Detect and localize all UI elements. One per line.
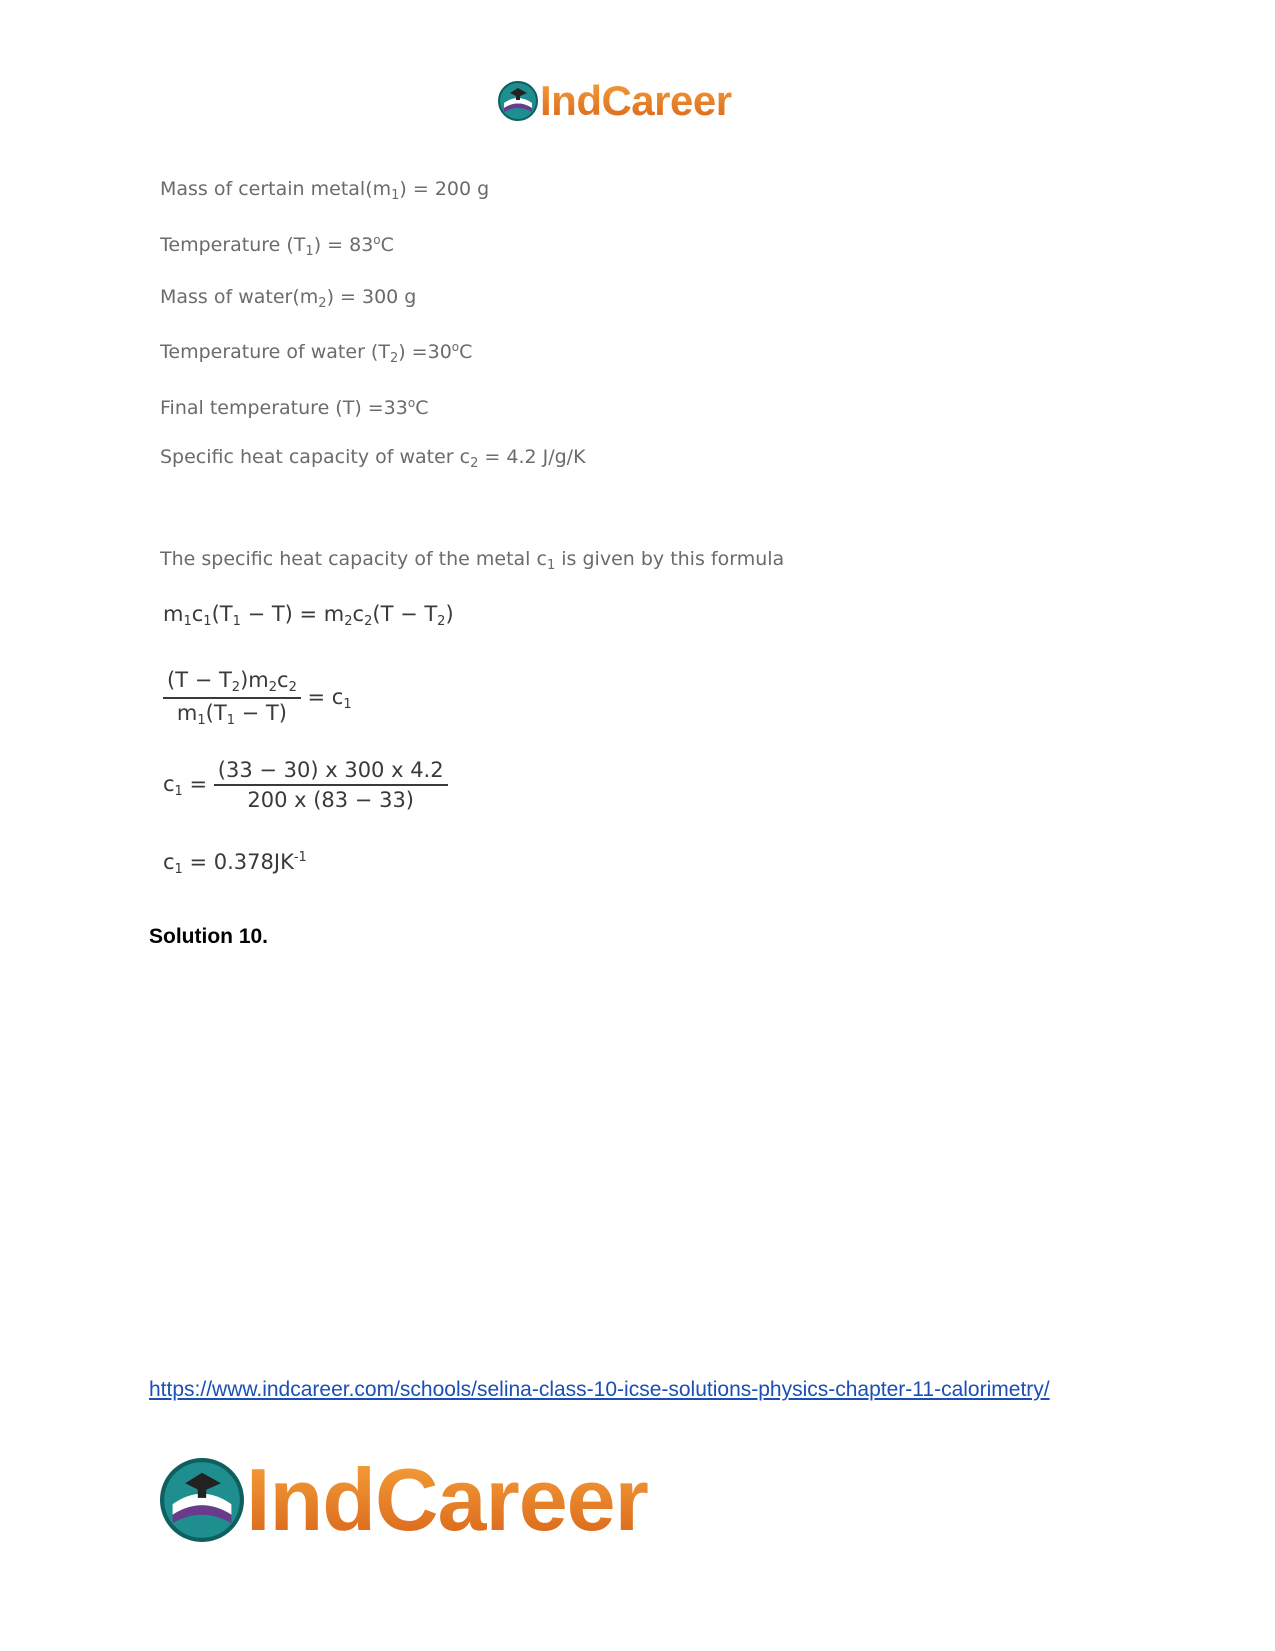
given-temperature-metal: Temperature $(T_1) = 83^oC$ bbox=[160, 233, 394, 259]
formula-heat-balance: $m_1c_1(T_1 - T) = m_2c_2(T - T_2)$ bbox=[163, 602, 454, 629]
logo-wordmark: IndCareer bbox=[540, 77, 732, 124]
solution-heading: Solution 10. bbox=[149, 925, 269, 948]
fraction-numerator: (33 − 30) x 300 x 4.2 bbox=[214, 758, 448, 786]
fraction-denominator: $m_1(T_1 - T)$ bbox=[176, 701, 287, 728]
footer-logo bbox=[160, 1450, 648, 1549]
given-specific-heat-water: Specific heat capacity of water $c_2 = 4.2$ J/g/K bbox=[160, 446, 586, 471]
globe-book-logo-icon bbox=[498, 81, 538, 121]
formula-c1-substitution: $c_1$ = $\frac{(33 - 30) x 300 x 4.2}{200 x (83 - 33)}$ bbox=[163, 758, 448, 812]
header-logo bbox=[498, 78, 732, 124]
fraction-denominator: 200 x (83 − 33) bbox=[247, 788, 414, 812]
logo-wordmark: IndCareer bbox=[246, 1450, 648, 1549]
formula-c1-result: $c_1 = 0.378JK^{-1}$ bbox=[163, 850, 307, 877]
fraction bbox=[163, 668, 301, 728]
source-url-link[interactable]: https://www.indcareer.com/schools/selina-class-10-icse-solutions-physics-chapter-11-calorimetry/ bbox=[149, 1378, 1050, 1401]
given-mass-water: Mass of $water(m_2) = 300$ g bbox=[160, 286, 417, 311]
given-temperature-water: Temperature of water $(T_2) =30^oC$ bbox=[160, 340, 473, 366]
formula-intro: The specific heat capacity of the metal $c_1$ is given by this formula bbox=[160, 548, 785, 573]
formula-c1-expression: $\frac{(T - T_2)m_2c_2}{m_1(T_1 - T)}$ = $c_1$ bbox=[163, 668, 352, 728]
fraction bbox=[214, 758, 448, 812]
given-final-temperature: Final temperature $(T) =33^oC$ bbox=[160, 396, 429, 419]
globe-book-logo-icon bbox=[160, 1458, 244, 1542]
fraction-numerator: $(T - T_2)m_2c_2$ bbox=[163, 668, 301, 699]
given-mass-metal: Mass of certain $metal(m_1) = 200$ g bbox=[160, 178, 490, 203]
